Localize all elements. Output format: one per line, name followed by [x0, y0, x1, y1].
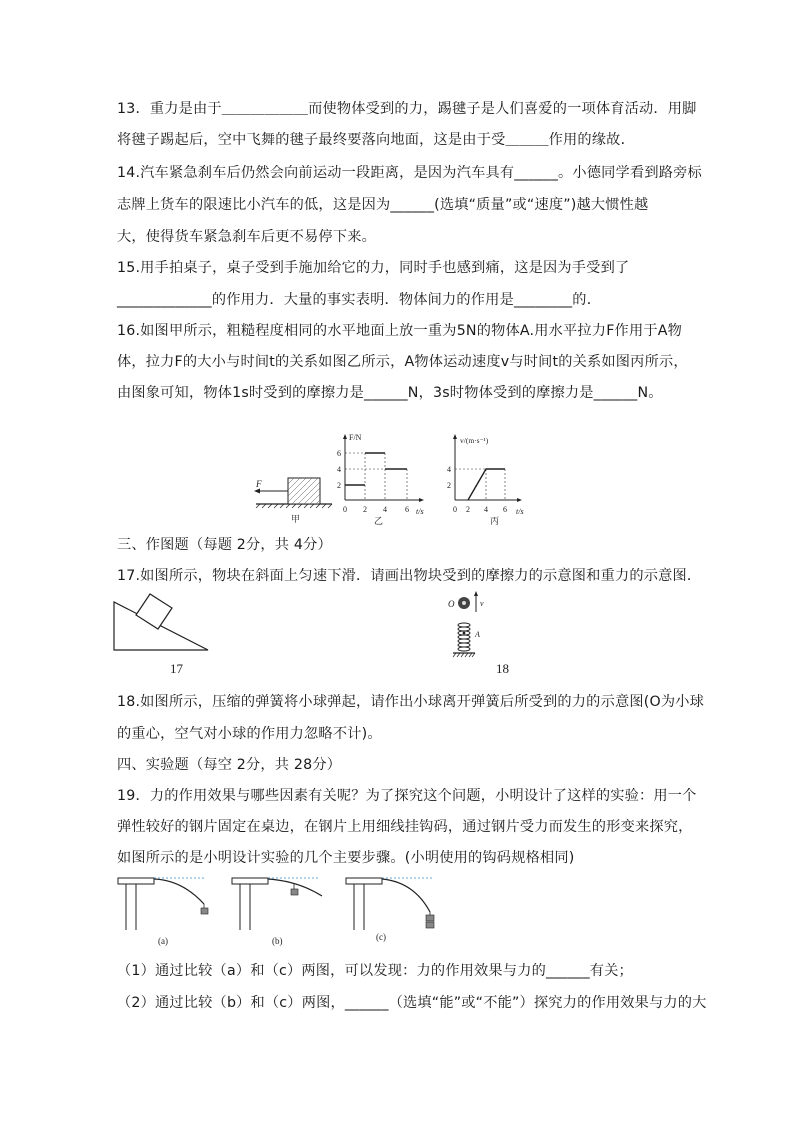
figure-19 [116, 872, 446, 956]
q19-sub1: （1）通过比较（a）和（c）两图，可以发现：力的作用效果与力的______有关； [117, 963, 633, 979]
fig16-yi-xlabel: t/s [416, 507, 424, 516]
q16-line1: 16.如图甲所示，粗糙程度相同的水平地面上放一重为5N的物体A.用水平拉力F作用于A物 [117, 323, 683, 339]
fig16-bing-xtick-2: 2 [466, 505, 470, 514]
q18-line2: 的重心，空气对小球的作用力忽略不计)。 [117, 726, 382, 742]
fig16-yi-xtick-4: 4 [383, 505, 387, 514]
fig16-bing-xtick-4: 4 [484, 505, 488, 514]
q13-line2: 将毽子踢起后，空中飞舞的毽子最终要落向地面，这是由于受＿＿＿作用的缘故． [117, 132, 635, 148]
figure-18-svg [444, 590, 504, 660]
q15-line1: 15.用手拍桌子，桌子受到手施加给它的力，同时手也感到痛，这是因为手受到了 [117, 260, 630, 276]
q19-line2: 弹性较好的钢片固定在桌边，在钢片上用细线挂钩码，通过钢片受力而发生的形变来探究， [117, 819, 693, 835]
figure-19-svg [116, 872, 446, 952]
q19-sub2: （2）通过比较（b）和（c）两图，______（选填“能”或“不能”）探究力的作用效果与力的大 [117, 995, 707, 1011]
fig16-yi-xtick-6: 6 [405, 505, 409, 514]
spring [458, 623, 470, 651]
fig19-caption-a: (a) [158, 936, 168, 946]
fig16-yi-ylabel: F/N [349, 433, 362, 442]
fig16-bing-ylabel: v/(m·s⁻¹) [460, 436, 489, 445]
fig16-yi-xtick-0: 0 [343, 505, 347, 514]
fig16-yi-chart [337, 433, 424, 526]
section-3-heading: 三、作图题（每题 2分，共 4分） [117, 537, 332, 553]
fig16-yi-ytick-4: 4 [337, 465, 341, 474]
fig18-center-label: O [448, 599, 455, 609]
q19-line3: 如图所示的是小明设计实验的几个主要步骤。(小明使用的钩码规格相同) [117, 850, 575, 866]
fig18-caption: 18 [496, 661, 509, 676]
fig16-bing-ytick-4: 4 [447, 465, 451, 474]
fig19-step-a [118, 878, 208, 946]
q16-line2: 体，拉力F的大小与时间t的关系如图乙所示，A物体运动速度v与时间t的关系如图丙所示， [117, 354, 688, 370]
figure-18 [444, 590, 504, 664]
q14-line3: 大，使得货车紧急刹车后更不易停下来。 [117, 229, 376, 245]
fig16-jia [254, 478, 332, 524]
fig16-yi-xtick-2: 2 [363, 505, 367, 514]
q13-line1: 13．重力是由于＿＿＿＿＿＿而使物体受到的力，踢毽子是人们喜爱的一项体育活动．用脚 [117, 101, 697, 117]
figure-16-svg [250, 428, 540, 528]
q14-line1: 14.汽车紧急刹车后仍然会向前运动一段距离，是因为汽车具有______。小德同学看到路旁标 [117, 165, 702, 181]
fig16-yi-caption: 乙 [374, 516, 384, 526]
figure-16 [250, 428, 540, 532]
fig16-yi-ytick-6: 6 [337, 449, 341, 458]
fig17-caption: 17 [170, 661, 183, 676]
fig16-bing-xtick-0: 0 [453, 505, 457, 514]
fig19-step-c [346, 878, 434, 942]
fig16-jia-caption: 甲 [291, 514, 301, 524]
fig19-caption-c: (c) [376, 932, 386, 942]
q17-line1: 17.如图所示，物块在斜面上匀速下滑．请画出物块受到的摩擦力的示意图和重力的示意图． [117, 568, 702, 584]
fig16-bing-chart [447, 434, 524, 526]
q18-line1: 18.如图所示，压缩的弹簧将小球弹起，请作出小球离开弹簧后所受到的力的示意图(O为小球 [117, 694, 704, 710]
fig16-force-label: F [256, 479, 262, 489]
fig16-bing-xtick-6: 6 [503, 505, 507, 514]
figure-17-svg [112, 590, 212, 654]
fig19-caption-b: (b) [272, 936, 283, 946]
section-4-heading: 四、实验题（每空 2分，共 28分） [117, 757, 342, 773]
q14-line2: 志牌上货车的限速比小汽车的低，这是因为______(选填“质量”或“速度”)越大惯性越 [117, 197, 649, 213]
fig16-bing-xlabel: t/s [516, 507, 524, 516]
figure-17 [112, 590, 212, 658]
q16-line3: 由图象可知，物体1s时受到的摩擦力是______N，3s时物体受到的摩擦力是______N。 [117, 385, 663, 401]
fig18-velocity-label: v [480, 599, 484, 608]
q15-line2: _____________的作用力．大量的事实表明．物体间力的作用是________的． [117, 292, 602, 308]
fig16-bing-ytick-2: 2 [447, 481, 451, 490]
fig16-bing-caption: 丙 [490, 516, 500, 526]
fig16-yi-ytick-2: 2 [337, 481, 341, 490]
fig16-bing-line [468, 469, 505, 500]
fig19-step-b [232, 878, 322, 946]
fig18-point-label: A [475, 630, 480, 639]
q19-line1: 19．力的作用效果与哪些因素有关呢？为了探究这个问题，小明设计了这样的实验：用一个 [117, 788, 697, 804]
